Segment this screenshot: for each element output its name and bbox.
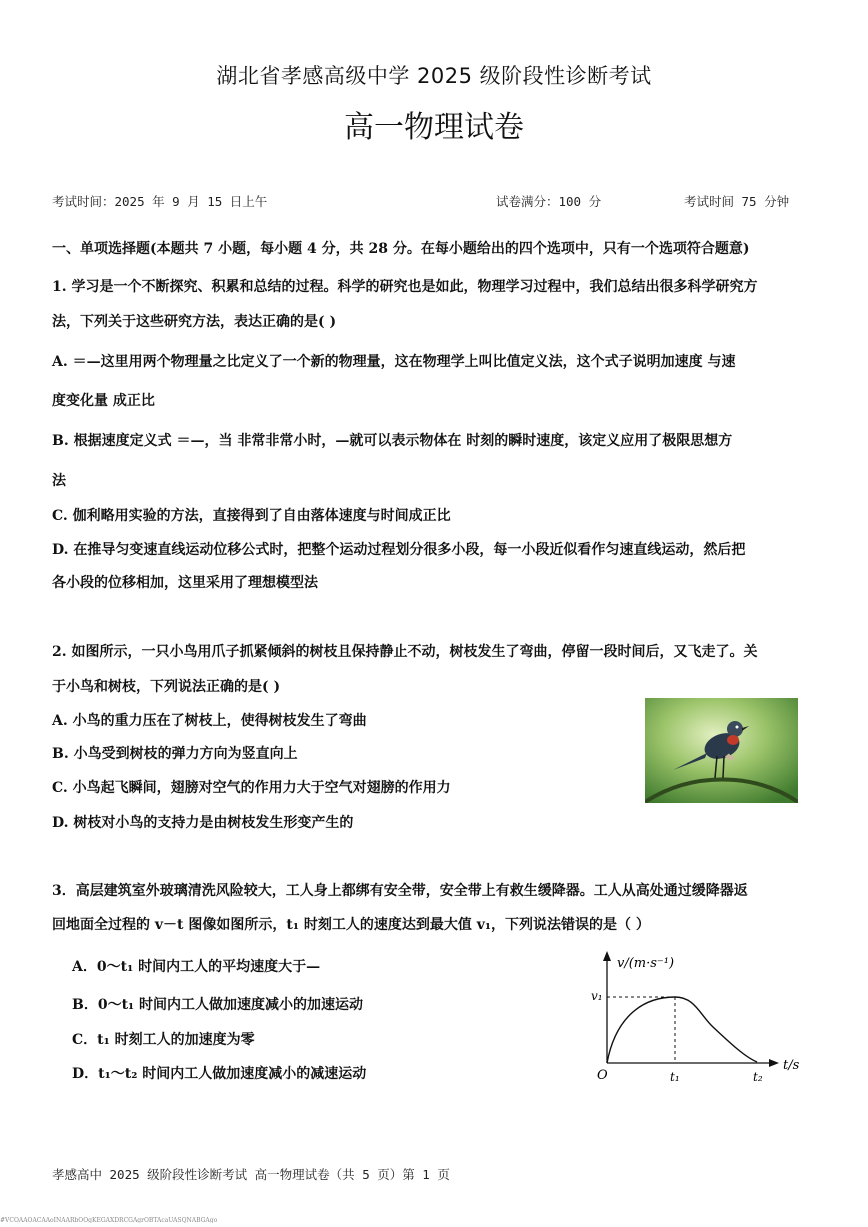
q3-option-c: C．t₁ 时刻工人的加速度为零 [72, 1032, 255, 1048]
q1-option-b: B. 根据速度定义式 ＝—，当 非常非常小时，—就可以表示物体在 时刻的瞬时速度，该定义应用了极限思想方 [52, 433, 733, 449]
exam-subject-title: 高一物理试卷 [344, 110, 524, 145]
velocity-curve [607, 997, 757, 1063]
q3-option-a: A．0～t₁ 时间内工人的平均速度大于— [72, 959, 321, 975]
exam-school-title: 湖北省孝感高级中学 2025 级阶段性诊断考试 [216, 64, 652, 88]
q1-option-a: A. ＝—这里用两个物理量之比定义了一个新的物理量，这在物理学上叫比值定义法，这个式子说明加速度 与速 [52, 354, 736, 370]
origin-label: O [597, 1068, 608, 1083]
q2-option-a: A. 小鸟的重力压在了树枝上，使得树枝发生了弯曲 [52, 713, 367, 729]
q2-option-d: D. 树枝对小鸟的支持力是由树枝发生形变产生的 [52, 815, 354, 831]
q2-option-c: C. 小鸟起飞瞬间，翅膀对空气的作用力大于空气对翅膀的作用力 [52, 780, 451, 796]
q1-option-d-cont: 各小段的位移相加，这里采用了理想模型法 [52, 575, 318, 591]
q3-option-d: D．t₁～t₂ 时间内工人做加速度减小的减速运动 [72, 1066, 367, 1082]
section-title: 一、单项选择题(本题共 7 小题，每小题 4 分，共 28 分。在每小题给出的四个选项中，只有一个选项符合题意) [52, 241, 750, 257]
full-score: 试卷满分：100 分 [496, 194, 602, 209]
bird-on-branch-photo [645, 698, 798, 803]
y-axis-label: v/(m·s⁻¹) [617, 956, 675, 971]
x-axis-arrow [769, 1059, 779, 1067]
x-axis-label: t/s [783, 1058, 800, 1073]
q1-option-b-cont: 法 [52, 473, 66, 489]
q3-stem: 3．高层建筑室外玻璃清洗风险较大，工人身上都绑有安全带，安全带上有救生缓降器。工人从高处通过缓降器返 [52, 883, 748, 899]
t2-label: t₂ [753, 1070, 763, 1084]
exam-duration: 考试时间 75 分钟 [684, 194, 790, 209]
q1-stem-cont: 法，下列关于这些研究方法，表达正确的是( ) [52, 314, 337, 330]
q2-stem-cont: 于小鸟和树枝，下列说法正确的是( ) [52, 679, 281, 695]
q1-option-d: D. 在推导匀变速直线运动位移公式时，把整个运动过程划分很多小段，每一小段近似看作匀速直线运动，然后把 [52, 542, 746, 558]
velocity-time-graph [585, 945, 815, 1095]
y-axis-arrow [603, 951, 611, 961]
t1-label: t₁ [670, 1070, 680, 1084]
q3-option-b: B．0～t₁ 时间内工人做加速度减小的加速运动 [72, 997, 364, 1013]
q1-option-a-cont: 度变化量 成正比 [52, 393, 155, 409]
page-footer: 孝感高中 2025 级阶段性诊断考试 高一物理试卷（共 5 页）第 1 页 [52, 1167, 450, 1182]
scan-watermark: #VCOAAOACAAoINAARbOOgKEGAXDRCGAgrOBTAcaUASQNABGAgo [0, 1217, 218, 1223]
q1-stem: 1. 学习是一个不断探究、积累和总结的过程。科学的研究也是如此，物理学习过程中，我们总结出很多科学研究方 [52, 279, 758, 295]
q2-option-b: B. 小鸟受到树枝的弹力方向为竖直向上 [52, 746, 298, 762]
q1-option-c: C. 伽利略用实验的方法，直接得到了自由落体速度与时间成正比 [52, 508, 451, 524]
q2-stem: 2. 如图所示，一只小鸟用爪子抓紧倾斜的树枝且保持静止不动，树枝发生了弯曲，停留一段时间后，又飞走了。关 [52, 644, 758, 660]
q3-stem-cont: 回地面全过程的 v－t 图像如图所示，t₁ 时刻工人的速度达到最大值 v₁，下列说法错误的是（ ） [52, 917, 650, 933]
exam-date: 考试时间：2025 年 9 月 15 日上午 [52, 194, 268, 209]
v1-label: v₁ [591, 989, 603, 1003]
